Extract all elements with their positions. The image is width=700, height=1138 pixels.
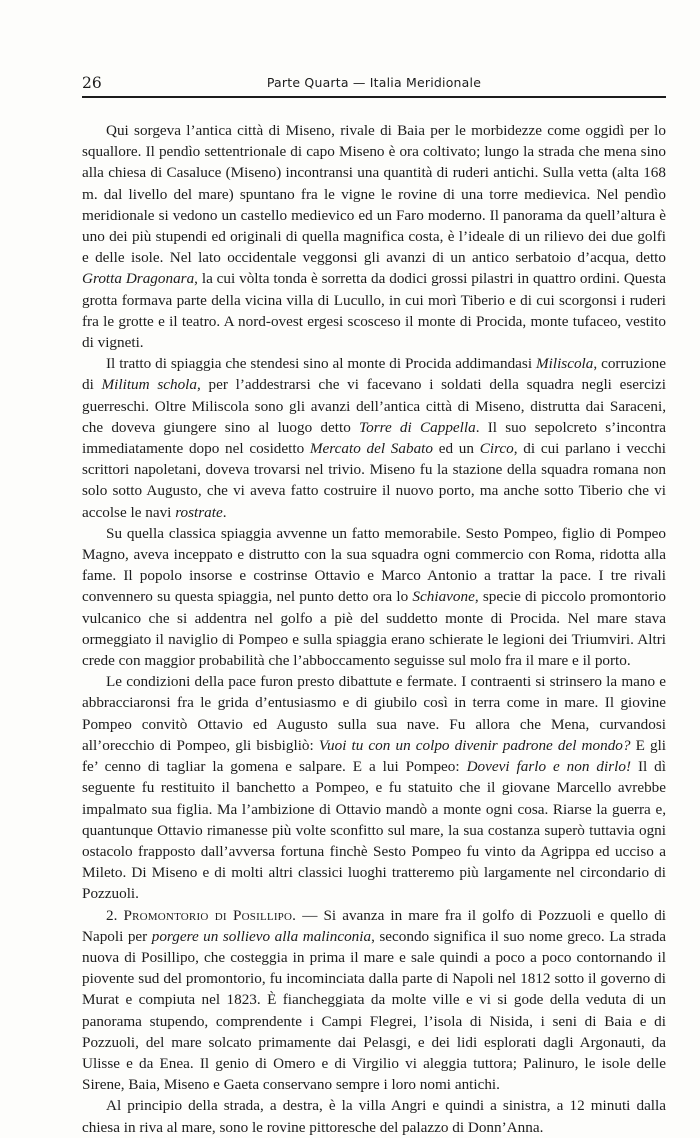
- text-run: Il dì seguente fu restituito il banchetto a Pompeo, e fu statuito che il giovane Marcello avrebbe impalmato sua figlia. Ma l’ambizione di Ottavio mandò a monte ogni cosa. Riarse la guerra e, quantunque Ottavio rimanesse più volte sconfitto sul mare, la sua costanza superò tuttavia ogni ostacolo frapposto dall’avversa fortuna finchè Sesto Pompeo fu vinto da Agrippa ed ucciso a Mileto. Di Miseno e di molti altri classici luoghi tratteremo più largamente nel circondario di Pozzuoli.: [82, 758, 666, 903]
- text-run: Qui sorgeva l’antica città di Miseno, rivale di Baia per le morbidezze come oggidì per lo squallore. Il pendìo settentrionale di capo Miseno è ora coltivato; lungo la strada che mena sino alla chiesa di Casaluce (Miseno) incontransi una quantità di ruderi antichi. Sulla vetta (alta 168 m. dal livello del mare) spuntano fra le vigne le rovine di una torre medievica. Nel pendìo meridionale si vedono un castello medievico ed un Faro moderno. Il panorama da quell’altura è uno dei più stupendi ed originali di quella magnifica costa, è l’ideale di un rilievo dei due golfi e delle isole. Nel lato occidentale veggonsi gli avanzi di un antico serbatoio d’acqua, detto: [82, 122, 666, 267]
- text-run: , di cui parlano i vecchi scrittori napoletani, doveva trovarsi nel trivio. Miseno fu la stazione della squadra romana non solo sotto Augusto, che vi aveva fatto costruire il nuovo porto, ma anche sotto Tiberio che vi accolse le navi: [82, 440, 666, 521]
- text-run: , la cui vòlta tonda è sorretta da dodici grossi pilastri in quattro ordini. Questa grotta formava parte della vicina villa di Lucullo, in cui morì Tiberio e di cui scorgonsi i ruderi fra le grotte e il teatro. A nord-ovest ergesi scosceso il monte di Procida, monte tufaceo, vestito di vigneti.: [82, 270, 666, 352]
- text-run: Le condizioni della pace furon presto dibattute e fermate. I contraenti si strinsero la mano e abbracciaronsi fra le grida d’entusiasmo e di giubilo così in terra come in mare. Il giovine Pompeo convitò Ottavio ed Augusto sulla sua nave. Fu allora che Mena, curvandosi all’orecchio di Pompeo, gli bisbigliò:: [82, 673, 666, 754]
- paragraph: [82, 905, 666, 1096]
- italic-term: Circo: [479, 440, 514, 458]
- italic-quote: Vuoi tu con un colpo divenir padrone del mondo?: [318, 736, 631, 754]
- text-run: .: [222, 503, 227, 521]
- body-text: [82, 120, 666, 1138]
- text-run: Il tratto di spiaggia che stendesi sino al monte di Procida addimandasi: [106, 355, 536, 373]
- section-heading: Promontorio di Posillipo.: [123, 906, 297, 924]
- paragraph: [82, 120, 666, 353]
- text-run: Su quella classica spiaggia avvenne un fatto memorabile. Sesto Pompeo, figlio di Pompeo Magno, aveva inceppato e distrutto con la sua squadra ogni commercio con Roma, ridotta alla fame. Il popolo insorse e costrinse Ottavio e Marco Antonio a trattar la pace. I tre rivali convennero su questa spiaggia, nel punto detto ora lo: [82, 524, 666, 606]
- text-run: — Si avanza in mare fra il golfo di Pozzuoli e quello di Napoli per: [82, 906, 667, 945]
- paragraph: [82, 1095, 666, 1137]
- text-run: , specie di piccolo promontorio vulcanico che si addentra nel golfo a piè del suddetto monte di Procida. Nel mare stava ormeggiato il naviglio di Pompeo e sulla spiaggia erano schierate le legioni dei Triumviri. Altri crede con maggior probabilità che l’abboccamento seguisse sul molo fra il mare e il porto.: [82, 588, 666, 670]
- section-number: 2.: [106, 906, 124, 924]
- text-run: , secondo significa il suo nome greco. La strada nuova di Posillipo, che costeggia in prima il mare e sale quindi a poco a poco contornando il piovente sud del promontorio, fu incominciata dalla parte di Napoli nel 1812 sotto il governo di Murat e compiuta nel 1823. È fiancheggiata da molte ville e vi si gode della veduta di un panorama stupendo, comprendente i Campi Flegrei, l’isola di Nisida, i seni di Baia e di Pozzuoli, del mare solcato primamente dai Pelasgi, e dei lidi esplorati dagli Argonauti, da Ulisse e da Enea. Il genio di Omero e di Virgilio vi aleggia tuttora; Palinuro, le isole delle Sirene, Baia, Miseno e Gaeta conservano sempre i loro nomi antichi.: [82, 927, 666, 1094]
- paragraph: [82, 671, 666, 904]
- italic-term: rostrate: [175, 503, 223, 521]
- page-number: 26: [82, 74, 102, 92]
- running-head: Parte Quarta — Italia Meridionale: [266, 75, 482, 90]
- text-run: Al principio della strada, a destra, è la villa Angri e quindi a sinistra, a 12 minuti dalla chiesa in riva al mare, sono le rovine pittoresche del palazzo di Donn’Anna.: [82, 1097, 666, 1136]
- italic-term: Miliscola: [535, 355, 594, 373]
- text-run: , per l’addestrarsi che vi facevano i soldati della squadra negli esercizi guerreschi. Oltre Miliscola sono gli avanzi dell’antica città di Miseno, distrutta dai Saraceni, che doveva giungere sino al luogo detto: [82, 376, 666, 436]
- text-run: . Il suo sepolcreto s’incontra immediatamente dopo nel cosidetto: [82, 418, 666, 458]
- text-run: , corruzione di: [82, 355, 667, 394]
- italic-term: Torre di Cappella: [359, 418, 476, 436]
- italic-term: Grotta Dragonara: [82, 270, 195, 288]
- paragraph: [82, 523, 666, 671]
- italic-term: porgere un sollievo alla malinconia: [151, 927, 372, 945]
- italic-term: Mercato del Sabato: [309, 440, 433, 458]
- page-header: [82, 72, 666, 98]
- paragraph: [82, 353, 666, 523]
- italic-quote: Dovevi farlo e non dirlo!: [466, 758, 631, 776]
- italic-term: Militum schola: [101, 376, 197, 394]
- text-run: ed un: [433, 440, 480, 458]
- text-run: E gli fe’ cenno di tagliar la gomena e salpare. E a lui Pompeo:: [82, 736, 667, 776]
- italic-term: Schiavone: [412, 588, 475, 606]
